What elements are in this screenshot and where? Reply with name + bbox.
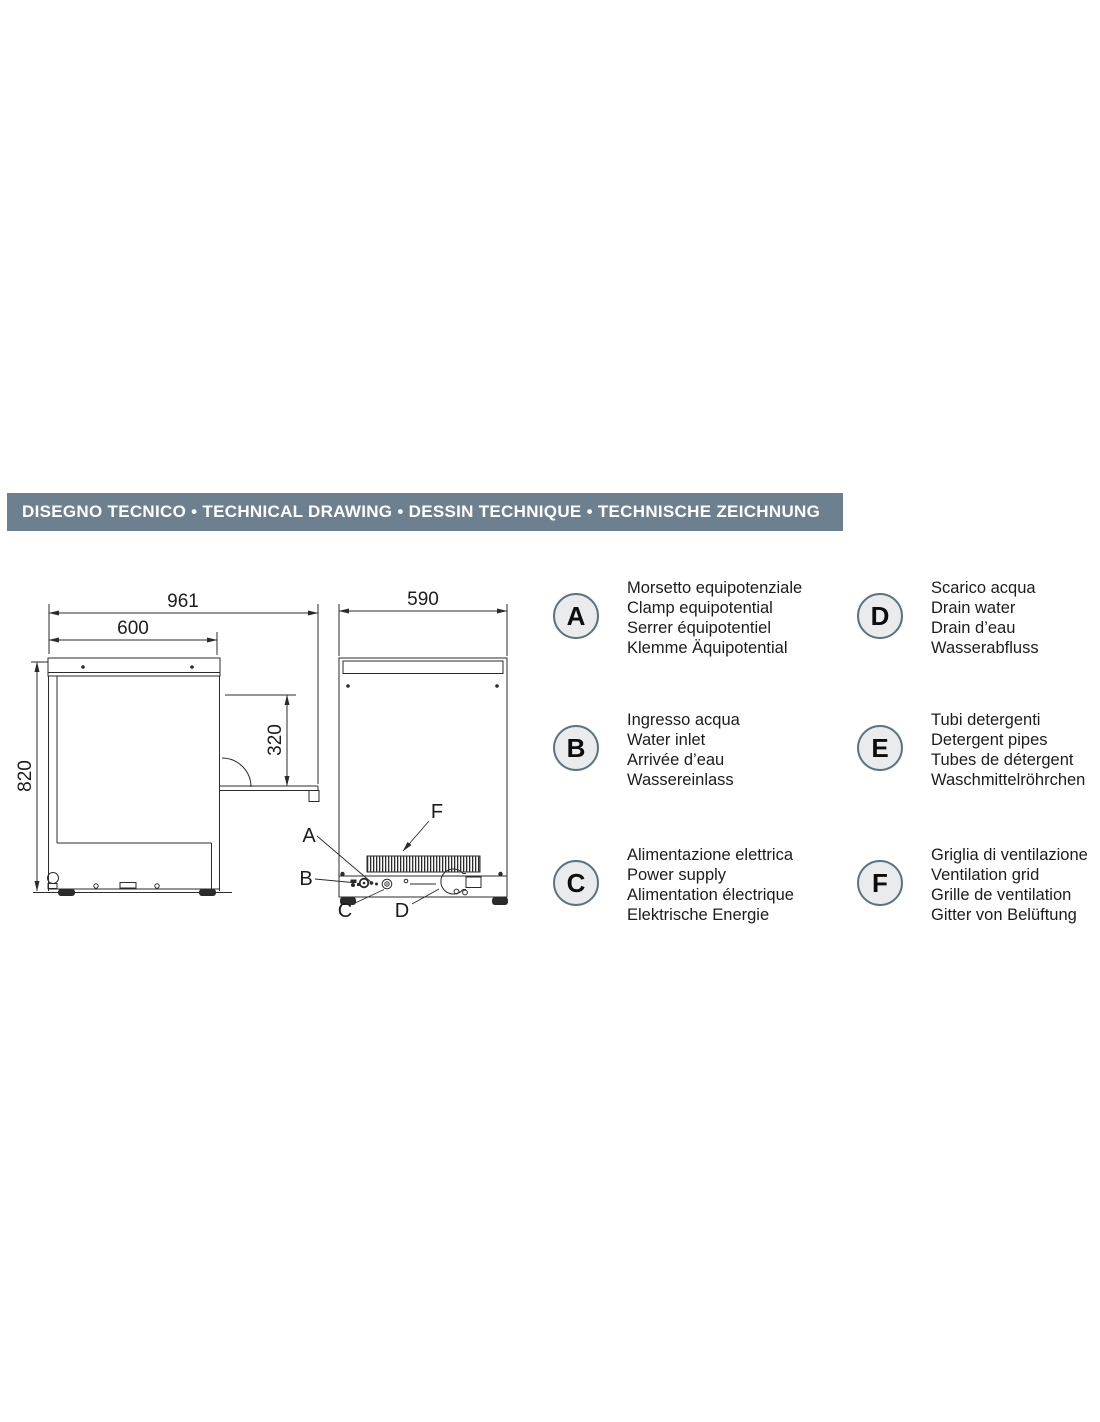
callout-f: F [430, 801, 444, 823]
ventilation-grid [367, 856, 480, 872]
legend-line: Power supply [627, 866, 727, 884]
dim-value-961: 961 [167, 591, 199, 612]
drain-pipe [441, 869, 481, 895]
legend-line: Wassereinlass [627, 771, 734, 789]
dim-value-320: 320 [265, 724, 286, 756]
door-foot [309, 791, 319, 802]
dim-value-600: 600 [117, 618, 149, 639]
legend-line: Water inlet [627, 731, 706, 749]
equipotential-clamp [382, 879, 392, 889]
legend-line: Ingresso acqua [627, 711, 740, 729]
legend-badge-a: A [553, 593, 599, 639]
legend-line: Klemme Äquipotential [627, 639, 788, 657]
rear-view [339, 658, 508, 905]
callout-b: B [299, 868, 313, 890]
legend-line: Tubi detergenti [931, 711, 1041, 729]
legend-line: Arrivée d’eau [627, 751, 725, 769]
legend-line: Grille de ventilation [931, 886, 1072, 904]
legend-badge-c: C [553, 860, 599, 906]
side-worktop [48, 658, 220, 676]
section-title: DISEGNO TECNICO • TECHNICAL DRAWING • DESSIN TECHNIQUE • TECHNISCHE ZEICHNUNG [22, 502, 821, 521]
legend-line: Drain water [931, 599, 1016, 617]
legend-line: Morsetto equipotenziale [627, 579, 803, 597]
legend-line: Griglia di ventilazione [931, 846, 1088, 864]
legend-line: Drain d’eau [931, 619, 1016, 637]
legend-line: Clamp equipotential [627, 599, 773, 617]
legend-item-b [553, 710, 740, 790]
legend-item-d [857, 578, 1039, 658]
callout-d: D [394, 900, 410, 922]
foot [58, 889, 75, 896]
callout-c: C [337, 900, 353, 922]
legend-line: Alimentation électrique [627, 886, 794, 904]
legend-badge-f: F [857, 860, 903, 906]
foot [492, 897, 508, 905]
legend-line: Serrer équipotentiel [627, 619, 772, 637]
legend-line: Elektrische Energie [627, 906, 770, 924]
legend-line: Scarico acqua [931, 579, 1036, 597]
side-drain-fitting [48, 873, 59, 884]
legend-badge-e: E [857, 725, 903, 771]
open-door [220, 758, 319, 802]
legend-line: Gitter von Belüftung [931, 906, 1077, 924]
legend-line: Wasserabfluss [931, 639, 1039, 657]
callout-a: A [302, 825, 316, 847]
legend-item-a [553, 578, 802, 658]
legend-badge-d: D [857, 593, 903, 639]
door-swing-arc [222, 758, 251, 787]
dim-value-820: 820 [15, 760, 36, 792]
worktop-screw [81, 665, 85, 669]
rear-top-band [343, 661, 503, 674]
side-view [33, 658, 319, 896]
legend-item-e [857, 710, 1085, 790]
legend-item-f [857, 845, 1088, 925]
rear-view-dimensions [339, 604, 507, 656]
legend-badge-b: B [553, 725, 599, 771]
legend-line: Tubes de détergent [931, 751, 1074, 769]
leader-f [403, 821, 429, 851]
legend-item-c [553, 845, 794, 925]
worktop-screw [190, 665, 194, 669]
foot [199, 889, 216, 896]
dim-value-590: 590 [407, 589, 439, 610]
legend-line: Waschmittelröhrchen [931, 771, 1086, 789]
legend-line: Detergent pipes [931, 731, 1048, 749]
legend-line: Alimentazione elettrica [627, 846, 793, 864]
legend-line: Ventilation grid [931, 866, 1040, 884]
leader-b [315, 879, 352, 883]
